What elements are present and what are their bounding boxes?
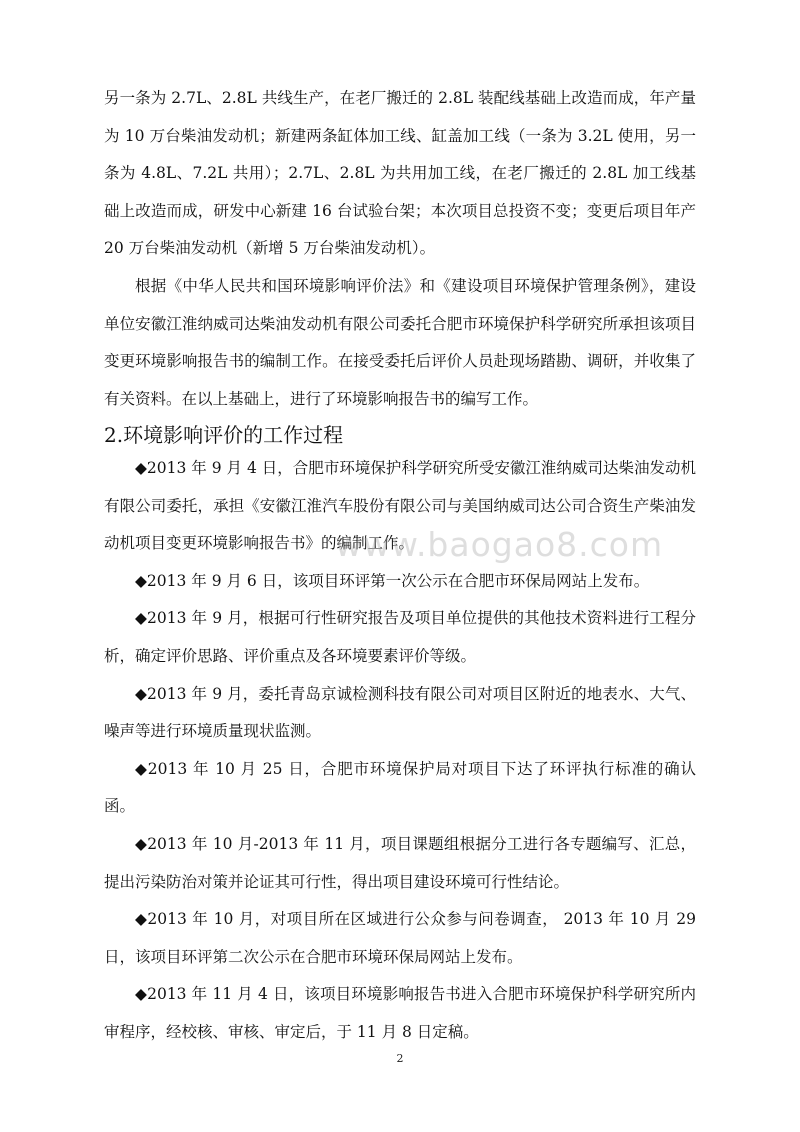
process-item: ◆2013 年 11 月 4 日，该项目环境影响报告书进入合肥市环境保护科学研究所内审程序，经校核、审核、审定后，于 11 月 8 日定稿。 [104,985,696,1041]
process-item: ◆2013 年 9 月 6 日，该项目环评第一次公示在合肥市环保局网站上发布。 [135,571,650,590]
intro-text [104,80,696,418]
process-item: ◆2013 年 9 月，根据可行性研究报告及项目单位提供的其他技术资料进行工程分析，确定评价思路、评价重点及各环境要素评价等级。 [104,609,696,665]
page-number: 2 [396,1052,404,1065]
watermark: www.baogao8.com [335,525,664,564]
process-item: ◆2013 年 10 月，对项目所在区域进行公众参与问卷调查， 2013 年 10 月 29 日，该项目环评第二次公示在合肥市环境环保局网站上发布。 [104,910,696,966]
process-item: ◆2013 年 9 月，委托青岛京诚检测科技有限公司对项目区附近的地表水、大气、噪声等进行环境质量现状监测。 [104,684,696,741]
process-item: ◆2013 年 9 月 4 日，合肥市环境保护科学研究所受安徽江淮纳威司达柴油发动机有限公司委托，承担《安徽江淮汽车股份有限公司与美国纳威司达公司合资生产柴油发动机项目变更环境影响报告书》的编制工作。 [104,459,696,553]
section-heading: 2.环境影响评价的工作过程 [104,423,344,447]
process-item: ◆2013 年 10 月 25 日，合肥市环境保护局对项目下达了环评执行标准的确认函。 [104,759,696,816]
intro-paragraph-2: 根据《中华人民共和国环境影响评价法》和《建设项目环境保护管理条例》，建设单位安徽江淮纳威司达柴油发动机有限公司委托合肥市环境保护科学研究所承担该项目变更环境影响报告书的编制工作。在接受委托后评价人员赴现场踏勘、调研，并收集了有关资料。在以上基础上，进行了环境影响报告书的编写工作。 [104,276,696,408]
intro-paragraph-1: 另一条为 2.7L、2.8L 共线生产，在老厂搬迁的 2.8L 装配线基础上改造而成，年产量为 10 万台柴油发动机；新建两条缸体加工线、缸盖加工线（一条为 3.2L 使用，另一条为 4.8L、7.2L 共用）；2.7L、2.8L 为共用加工线，在老厂搬迁的 2.8L 加工线基础上改造而成，研发中心新建 16 台试验台架；本次项目总投资不变；变更后项目年产 20 万台柴油发动机（新增 5 万台柴油发动机）。 [104,89,696,258]
process-list [104,450,696,1052]
process-item: ◆2013 年 10 月-2013 年 11 月，项目课题组根据分工进行各专题编写、汇总，提出污染防治对策并论证其可行性，得出项目建设环境可行性结论。 [104,834,696,891]
